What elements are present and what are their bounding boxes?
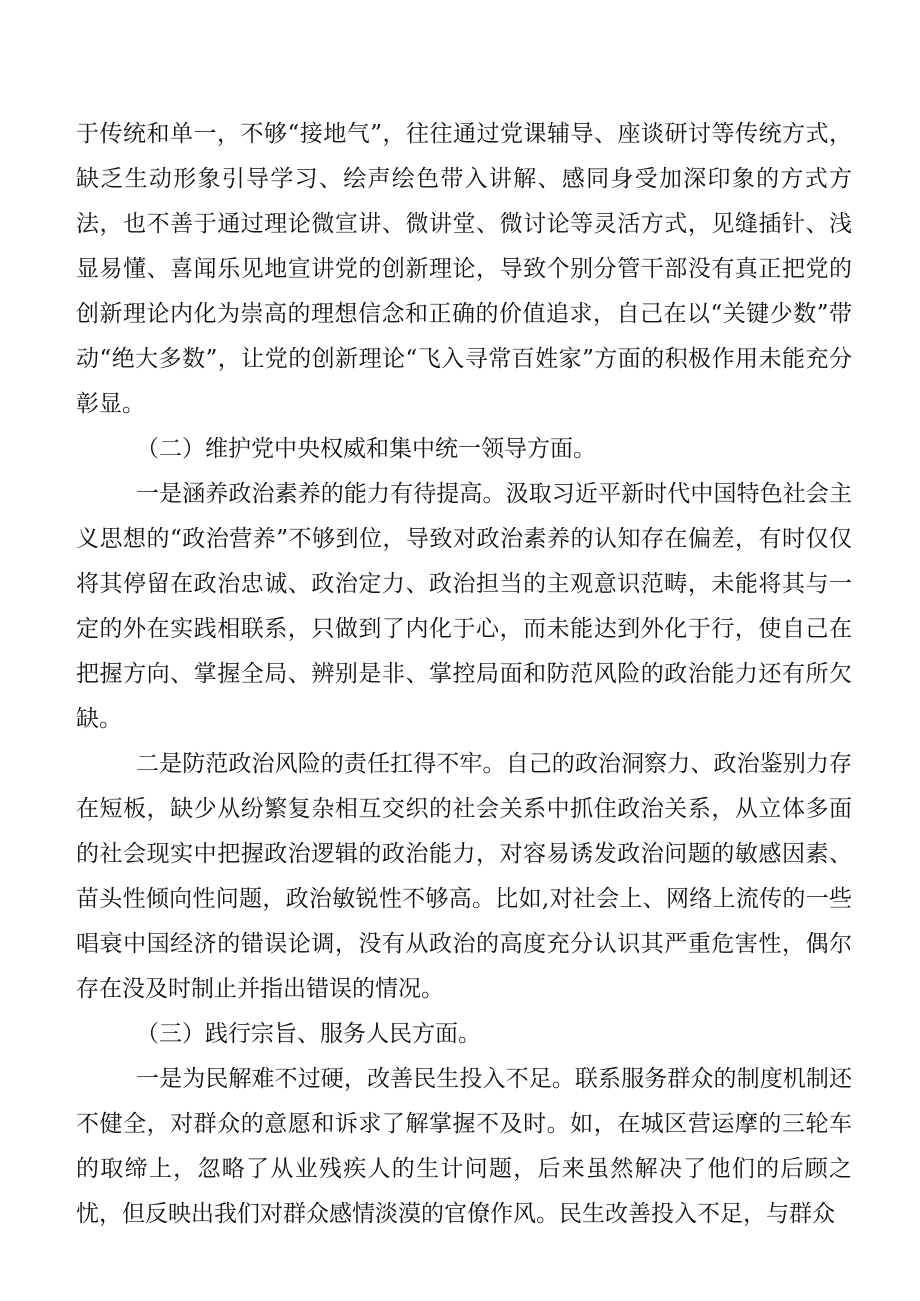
body-paragraph-2: 一是涵养政治素养的能力有待提高。汲取习近平新时代中国特色社会主义思想的“政治营养”不够到位，导致对政治素养的认知存在偏差，有时仅仅将其停留在政治忠诚、政治定力、政治担当的主观意识范畴，未能将其与一定的外在实践相联系，只做到了内化于心，而未能达到外化于行，使自己在把握方向、掌握全局、辨别是非、掌控局面和防范风险的政治能力还有所欠缺。 [76, 481, 852, 732]
body-paragraph-1: 于传统和单一，不够“接地气”，往往通过党课辅导、座谈研讨等传统方式，缺乏生动形象引导学习、绘声绘色带入讲解、感同身受加深印象的方式方法，也不善于通过理论微宣讲、微讲堂、微讨论等灵活方式，见缝插针、浅显易懂、喜闻乐见地宣讲党的创新理论，导致个别分管干部没有真正把党的创新理论内化为崇高的理想信念和正确的价值追求，自己在以“关键少数”带动“绝大多数”，让党的创新理论“飞入寻常百姓家”方面的积极作用未能充分彰显。 [76, 121, 852, 417]
body-paragraph-3: 二是防范政治风险的责任扛得不牢。自己的政治洞察力、政治鉴别力存在短板，缺少从纷繁复杂相互交织的社会关系中抓住政治关系，从立体多面的社会现实中把握政治逻辑的政治能力，对容易诱发政治问题的敏感因素、苗头性倾向性问题，政治敏锐性不够高。比如,对社会上、网络上流传的一些唱衰中国经济的错误论调，没有从政治的高度充分认识其严重危害性，偶尔存在没及时制止并指出错误的情况。 [76, 751, 852, 1002]
body-paragraph-4: 一是为民解难不过硬，改善民生投入不足。联系服务群众的制度机制还不健全，对群众的意愿和诉求了解掌握不及时。如，在城区营运摩的三轮车的取缔上，忽略了从业残疾人的生计问题，后来虽然解决了他们的后顾之忧，但反映出我们对群众感情淡漠的官僚作风。民生改善投入不足，与群众 [76, 1066, 852, 1227]
section-heading-2: （二）维护党中央权威和集中统一领导方面。 [136, 436, 596, 462]
document-body [76, 112, 852, 1237]
section-heading-3: （三）践行宗旨、服务人民方面。 [136, 1021, 481, 1047]
